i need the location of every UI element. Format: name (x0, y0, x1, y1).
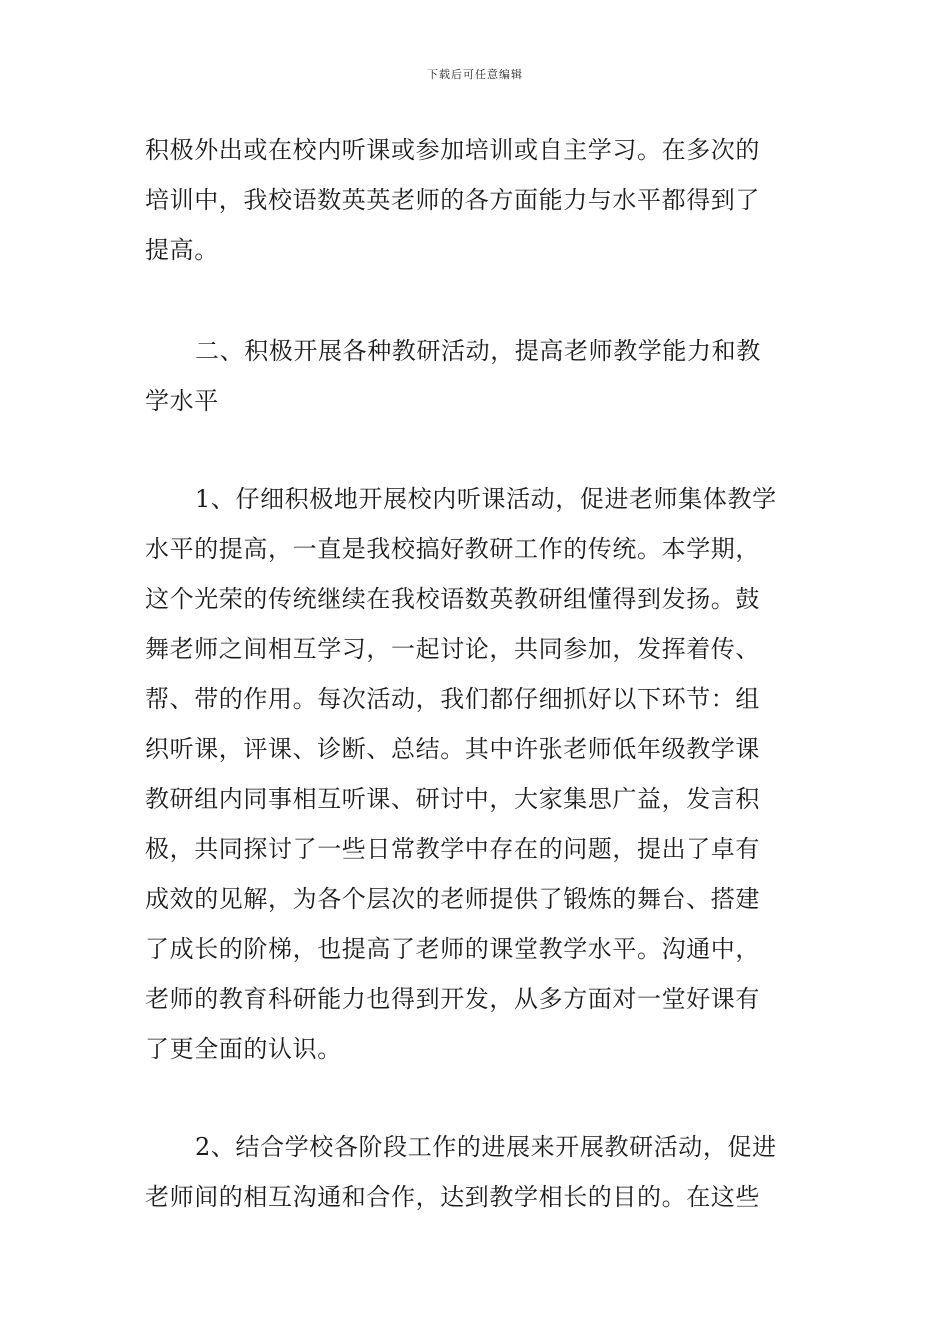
text-line: 老师的教育科研能力也得到开发，从多方面对一堂好课有 (145, 985, 760, 1013)
text-line: 1、仔细积极地开展校内听课活动，促进老师集体教学 (195, 485, 777, 513)
text-line: 这个光荣的传统继续在我校语数英教研组懂得到发扬。鼓 (145, 585, 760, 613)
text-line: 2、结合学校各阶段工作的进展来开展教研活动，促进 (195, 1133, 777, 1161)
text-line: 舞老师之间相互学习，一起讨论，共同参加，发挥着传、 (145, 635, 760, 663)
text-line: 老师间的相互沟通和合作，达到教学相长的目的。在这些 (145, 1183, 760, 1211)
text-line: 积极外出或在校内听课或参加培训或自主学习。在多次的 (145, 136, 760, 164)
text-line: 了成长的阶梯，也提高了老师的课堂教学水平。沟通中， (145, 935, 760, 963)
text-line: 培训中，我校语数英英老师的各方面能力与水平都得到了 (145, 186, 760, 214)
text-line: 提高。 (145, 236, 219, 264)
text-line: 水平的提高，一直是我校搞好教研工作的传统。本学期， (145, 535, 760, 563)
text-line: 了更全面的认识。 (145, 1035, 342, 1063)
text-line: 帮、带的作用。每次活动，我们都仔细抓好以下环节：组 (145, 685, 760, 713)
text-line: 成效的见解，为各个层次的老师提供了锻炼的舞台、搭建 (145, 885, 760, 913)
section-heading-line: 二、积极开展各种教研活动，提高老师教学能力和教 (195, 337, 761, 365)
section-heading-line: 学水平 (145, 387, 219, 415)
header-note: 下载后可任意编辑 (427, 68, 523, 81)
text-line: 织听课，评课、诊断、总结。其中许张老师低年级教学课 (145, 735, 760, 763)
text-line: 极，共同探讨了一些日常教学中存在的问题，提出了卓有 (145, 835, 760, 863)
text-line: 教研组内同事相互听课、研讨中，大家集思广益，发言积 (145, 785, 760, 813)
